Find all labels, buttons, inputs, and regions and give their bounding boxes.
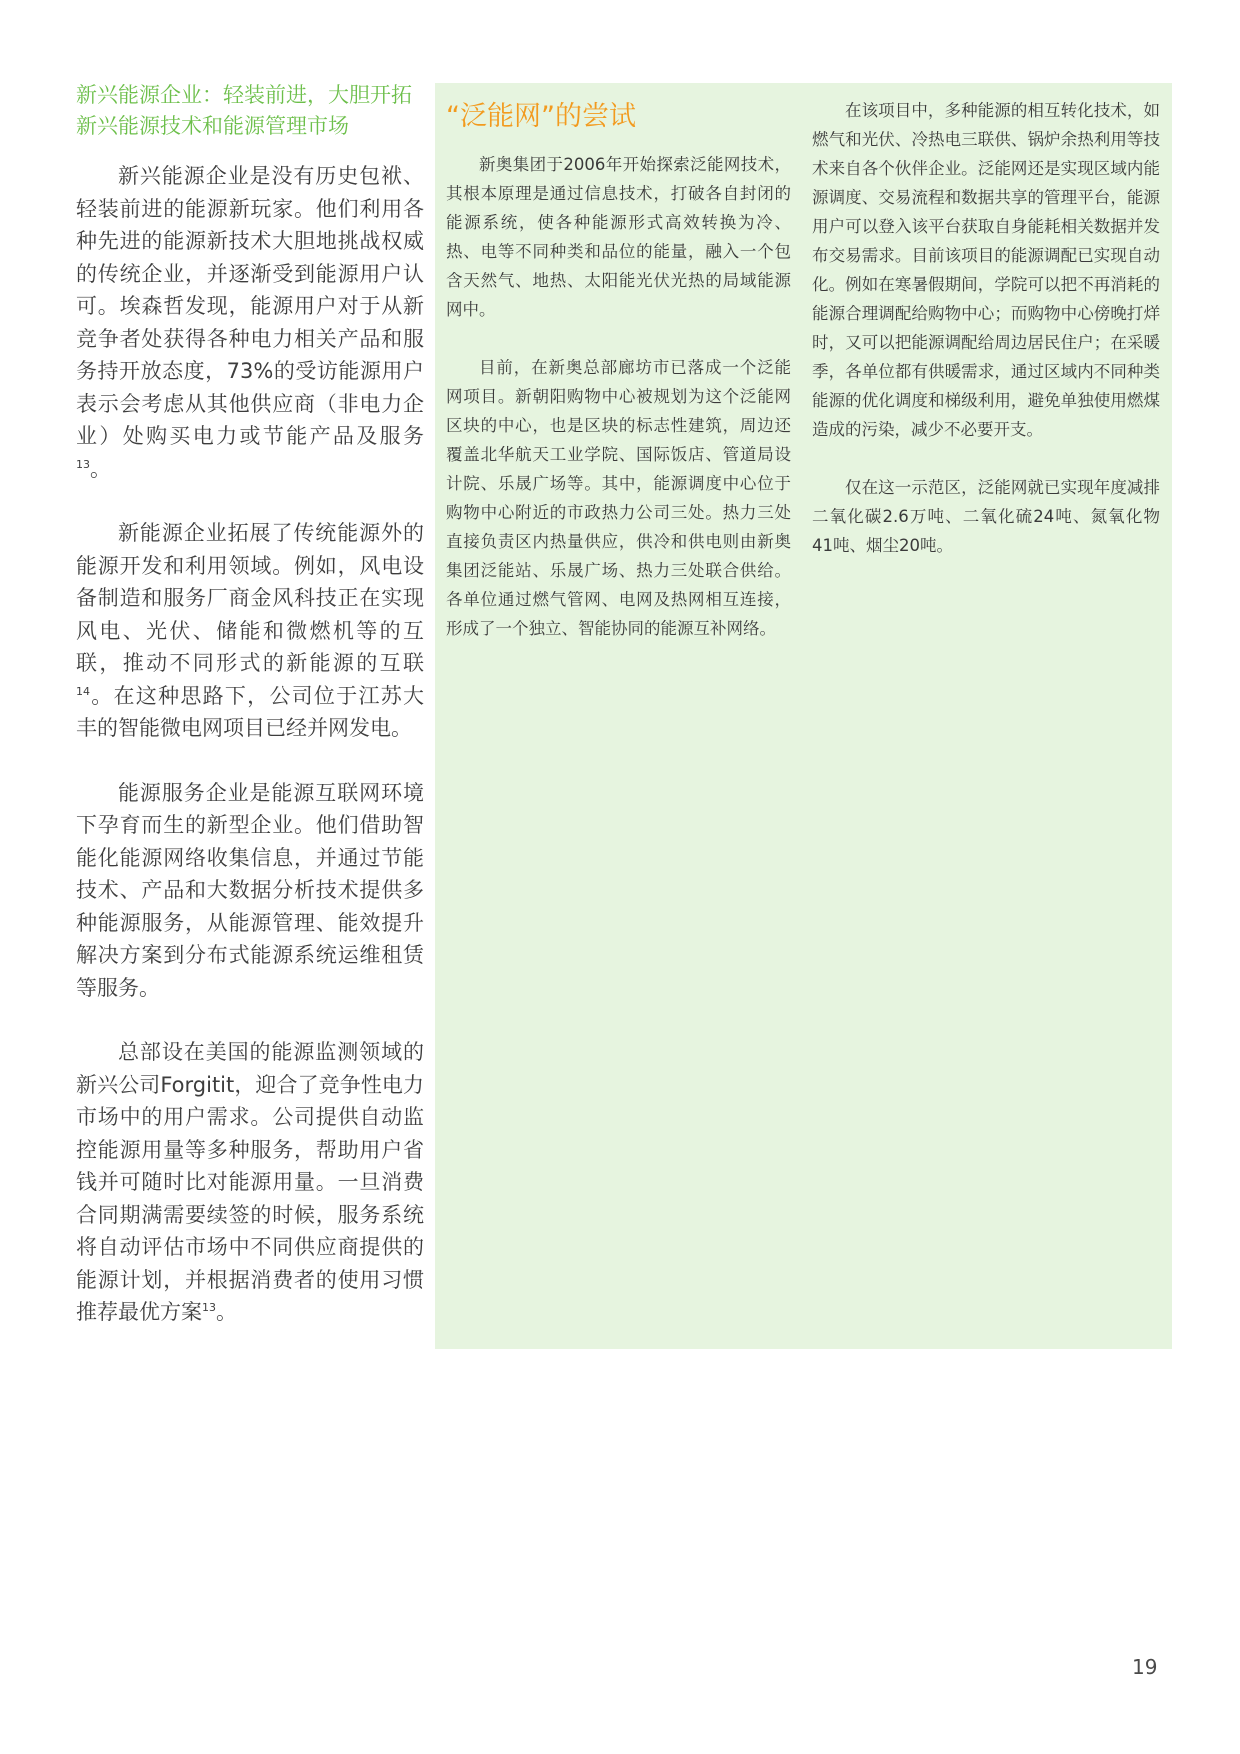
case-study-column-left [446, 96, 791, 672]
body-paragraph [76, 160, 424, 485]
body-paragraph [76, 1036, 424, 1329]
footnote-ref: 14 [76, 684, 90, 698]
case-study-paragraph: 仅在这一示范区，泛能网就已实现年度减排二氧化碳2.6万吨、二氧化硫24吨、氮氧化物41吨、烟尘20吨。 [812, 478, 1160, 555]
case-study-title: “泛能网”的尝试 [446, 101, 636, 132]
paragraph-text: 总部设在美国的能源监测领域的新兴公司Forgitit，迎合了竞争性电力市场中的用户需求。公司提供自动监控能源用量等多种服务，帮助用户省钱并可随时比对能源用量。一旦消费合同期满需要续签的时候，服务系统将自动评估市场中不同供应商提供的能源计划，并根据消费者的使用习惯推荐最优方案 [76, 1040, 424, 1324]
paragraph-end: 。 [90, 456, 111, 481]
paragraph-text: 能源服务企业是能源互联网环境下孕育而生的新型企业。他们借助智能化能源网络收集信息，并通过节能技术、产品和大数据分析技术提供多种能源服务，从能源管理、能效提升解决方案到分布式能源系统运维租赁等服务。 [76, 780, 424, 1000]
footnote-ref: 13 [202, 1301, 216, 1314]
case-study-paragraph: 在该项目中，多种能源的相互转化技术，如燃气和光伏、冷热电三联供、锅炉余热利用等技术来自各个伙伴企业。泛能网还是实现区域内能源调度、交易流程和数据共享的管理平台，能源用户可以登入该平台获取自身能耗相关数据并发布交易需求。目前该项目的能源调配已实现自动化。例如在寒暑假期间，学院可以把不再消耗的能源合理调配给购物中心；而购物中心傍晚打烊时，又可以把能源调配给周边居民住户；在采暖季，各单位都有供暖需求，通过区域内不同种类能源的优化调度和梯级利用，避免单独使用燃煤造成的污染，减少不必要开支。 [812, 101, 1160, 439]
page-number: 19 [1132, 1655, 1158, 1679]
case-study-column-right [812, 96, 1160, 589]
section-heading: 新兴能源企业：轻装前进，大胆开拓新兴能源技术和能源管理市场 [76, 83, 412, 138]
body-paragraph [76, 517, 424, 745]
body-paragraph [76, 777, 424, 1005]
paragraph-end: 。 [216, 1300, 237, 1324]
paragraph-end: 。在这种思路下，公司位于江苏大丰的智能微电网项目已经并网发电。 [76, 683, 424, 740]
paragraph-text: 新能源企业拓展了传统能源外的能源开发和利用领域。例如，风电设备制造和服务厂商金风科技正在实现风电、光伏、储能和微燃机等的互联，推动不同形式的新能源的互联 [76, 521, 424, 675]
footnote-ref: 13 [76, 457, 90, 471]
case-study-paragraph: 目前，在新奥总部廊坊市已落成一个泛能网项目。新朝阳购物中心被规划为这个泛能网区块的中心，也是区块的标志性建筑，周边还覆盖北华航天工业学院、国际饭店、管道局设计院、乐晟广场等。其中，能源调度中心位于购物中心附近的市政热力公司三处。热力三处直接负责区内热量供应，供冷和供电则由新奥集团泛能站、乐晟广场、热力三处联合供给。各单位通过燃气管网、电网及热网相互连接，形成了一个独立、智能协同的能源互补网络。 [446, 358, 791, 638]
case-study-paragraph: 新奥集团于2006年开始探索泛能网技术，其根本原理是通过信息技术，打破各自封闭的能源系统，使各种能源形式高效转换为冷、热、电等不同种类和品位的能量，融入一个包含天然气、地热、太阳能光伏光热的局域能源网中。 [446, 155, 791, 319]
left-column [76, 80, 424, 1361]
paragraph-text: 新兴能源企业是没有历史包袱、轻装前进的能源新玩家。他们利用各种先进的能源新技术大胆地挑战权威的传统企业，并逐渐受到能源用户认可。埃森哲发现，能源用户对于从新竞争者处获得各种电力相关产品和服务持开放态度，73%的受访能源用户表示会考虑从其他供应商（非电力企业）处购买电力或节能产品及服务 [76, 164, 424, 448]
